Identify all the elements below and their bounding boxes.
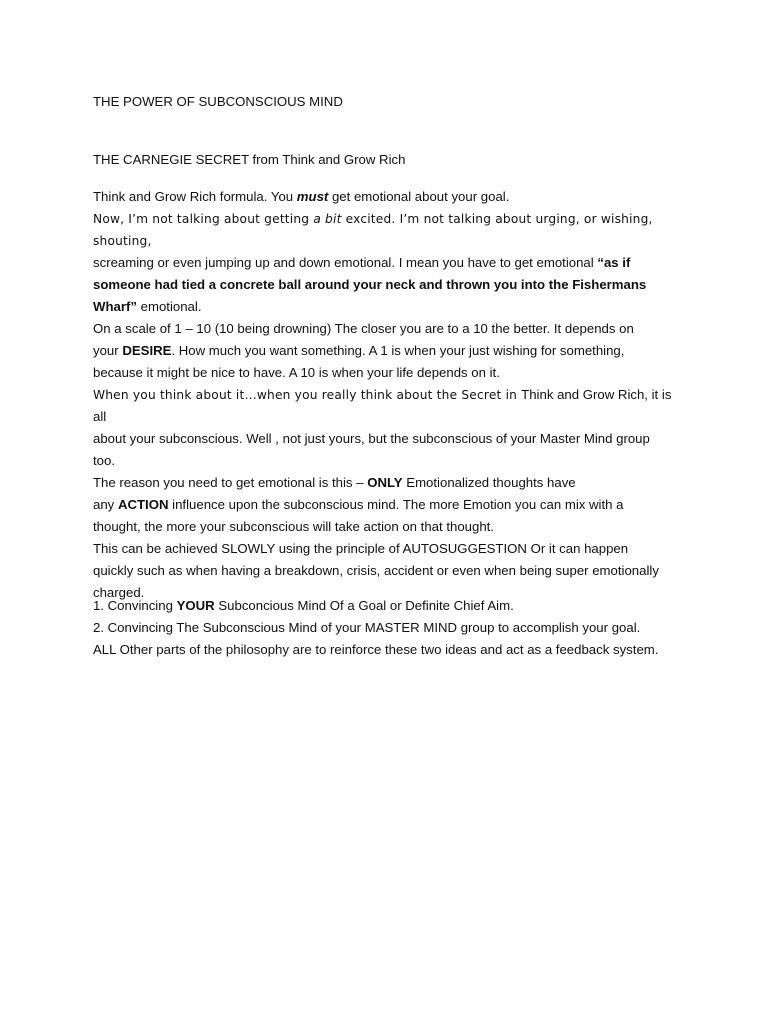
text: Think and Grow Rich, it is all — [93, 387, 672, 424]
paragraph-secret — [93, 384, 683, 472]
text: influence upon the subconscious mind. The more Emotion you can mix with a — [168, 497, 624, 512]
emphasis-desire: DESIRE — [122, 343, 172, 358]
document-title: THE POWER OF SUBCONSCIOUS MIND — [93, 94, 343, 109]
text: screaming or even jumping up and down emotional. I mean you have to get emotional — [93, 255, 598, 270]
text: The reason you need to get emotional is this – — [93, 475, 368, 490]
emphasis-quote: someone had tied a concrete ball around your neck and thrown you into the Fishermans — [93, 277, 647, 292]
paragraph-scale — [93, 318, 683, 384]
text: Subconcious Mind Of a Goal or Definite Chief Aim. — [214, 598, 514, 613]
emphasis-action: ACTION — [117, 497, 169, 512]
text: thought, the more your subconscious will take action on that thought. — [93, 519, 494, 534]
text: Emotionalized thoughts have — [402, 475, 576, 490]
text: On a scale of 1 – 10 (10 being drowning) The closer you are to a 10 the better. It depends on — [93, 321, 634, 336]
text: 1. Convincing — [93, 598, 177, 613]
text: Think and Grow Rich formula. You — [93, 189, 297, 204]
emphasis-must: must — [296, 189, 329, 204]
text: This can be achieved SLOWLY using the principle of AUTOSUGGESTION Or it can happen — [93, 541, 629, 556]
text: . How much you want something. A 1 is when your just wishing for something, — [171, 343, 625, 358]
emphasis-your: YOUR — [176, 598, 215, 613]
text: get emotional about your goal. — [328, 189, 510, 204]
emphasis-quote-end: Wharf” — [93, 299, 137, 314]
emphasis-quote-start: “as if — [597, 255, 631, 270]
text: your — [93, 343, 123, 358]
text: excited. I’m not talking about urging, or wishing, shouting, — [93, 212, 653, 248]
text: about your subconscious. Well , not just yours, but the subconscious of your Master Mind group — [93, 431, 650, 446]
paragraph-emotional — [93, 208, 683, 318]
document-body — [93, 186, 683, 604]
text: too. — [93, 453, 115, 468]
text: because it might be nice to have. A 10 is when your life depends on it. — [93, 365, 500, 380]
summary-list — [93, 595, 693, 661]
text: quickly such as when having a breakdown, crisis, accident or even when being super emotionally — [93, 563, 659, 578]
text: emotional. — [136, 299, 202, 314]
list-item: 2. Convincing The Subconscious Mind of your MASTER MIND group to accomplish your goal. — [93, 620, 641, 635]
list-item: ALL Other parts of the philosophy are to reinforce these two ideas and act as a feedback system. — [93, 642, 659, 657]
paragraph-formula — [93, 186, 683, 208]
paragraph-reason — [93, 472, 683, 538]
text: any — [93, 497, 118, 512]
document-subtitle: THE CARNEGIE SECRET from Think and Grow Rich — [93, 152, 406, 167]
text: Now, I’m not talking about getting — [93, 212, 314, 226]
list-item — [93, 595, 693, 617]
text: When you think about it…when you really think about the Secret in — [93, 388, 522, 402]
emphasis-only: ONLY — [367, 475, 403, 490]
emphasis-a-bit: a bit — [313, 212, 342, 226]
text: charged. — [93, 585, 145, 600]
